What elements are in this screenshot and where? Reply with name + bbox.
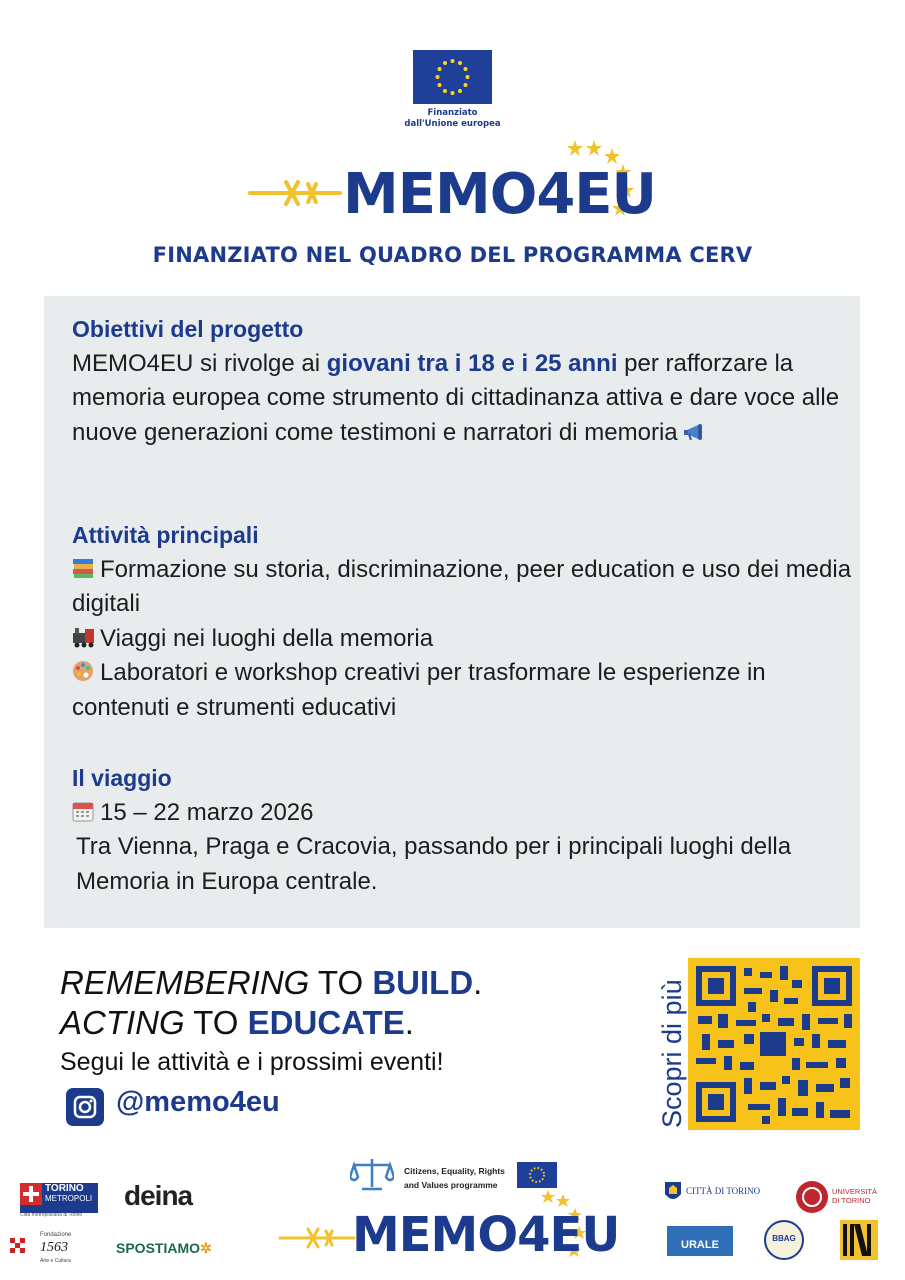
torino-metropoli-sub: Città metropolitana di Torino <box>20 1212 83 1218</box>
torino-metropoli-logo <box>20 1183 98 1213</box>
cerv-programme-label <box>404 1164 505 1192</box>
spostiamoci-text: SPOSTIAMO <box>116 1240 201 1256</box>
objectives-text-start: MEMO4EU si rivolge ai <box>72 349 327 377</box>
activity-text: Laboratori e workshop creativi per trasformare le esperienze in contenuti e strumenti educativi <box>72 659 766 721</box>
slogan <box>60 963 482 1043</box>
partner-ini-logo <box>840 1220 878 1260</box>
activity-item <box>72 656 852 725</box>
activity-item <box>72 553 852 622</box>
eu-caption-line1: Finanziato <box>427 108 478 118</box>
trip-heading: Il viaggio <box>72 765 172 791</box>
eu-flag-icon <box>413 50 492 104</box>
unito-line1: UNIVERSITÀ <box>832 1187 878 1196</box>
eu-funding-caption <box>380 108 525 130</box>
bbag-text: BBAG <box>772 1234 796 1243</box>
activity-text: Formazione su storia, discriminazione, peer education e uso dei media digitali <box>72 555 852 617</box>
citta-torino-label: CITTÀ DI TORINO <box>686 1186 761 1196</box>
trip-description: Tra Vienna, Praga e Cracovia, passando per i principali luoghi della Memoria in Europa centrale. <box>76 833 792 895</box>
train-icon <box>72 624 94 644</box>
follow-text: Segui le attività e i prossimi eventi! <box>60 1048 444 1076</box>
fondazione-mark-icon <box>10 1238 26 1254</box>
torino-metropoli-line1: TORINO <box>45 1183 84 1194</box>
memo4eu-logo-text: MEMO4EU <box>343 162 657 227</box>
unito-seal-icon <box>796 1181 828 1213</box>
slogan-line1 <box>60 963 482 1003</box>
palette-icon <box>72 658 94 678</box>
torino-cross-icon <box>20 1183 42 1205</box>
deina-logo: deina <box>124 1180 193 1211</box>
activities-section <box>72 518 852 725</box>
instagram-icon[interactable] <box>66 1088 104 1126</box>
activities-heading: Attività principali <box>72 522 259 548</box>
trip-section <box>72 761 852 899</box>
books-icon <box>72 555 94 575</box>
slogan-acting: ACTING <box>60 1004 185 1041</box>
urale-text: URALE <box>681 1239 719 1251</box>
activity-text: Viaggi nei luoghi della memoria <box>100 624 434 652</box>
project-info-panel <box>44 296 860 928</box>
trip-dates <box>72 796 852 831</box>
qr-caption <box>651 958 691 1130</box>
slogan-build: BUILD <box>372 964 474 1001</box>
fondazione-year: 1563 <box>40 1240 68 1255</box>
slogan-dot-1: . <box>473 964 483 1001</box>
slogan-remembering: REMEMBERING <box>60 964 310 1001</box>
cerv-line2: and Values programme <box>404 1180 498 1190</box>
spostiamoci-logo: SPOSTIAMO✲ <box>116 1240 212 1256</box>
trip-dates-text: 15 – 22 marzo 2026 <box>100 798 314 826</box>
citta-torino-crest-icon <box>664 1180 682 1204</box>
memo4eu-footer-logo-text: MEMO4EU <box>352 1207 620 1263</box>
slogan-educate: EDUCATE <box>247 1004 405 1041</box>
activity-item <box>72 622 852 657</box>
objectives-highlight: giovani tra i 18 e i 25 anni <box>326 349 618 377</box>
scales-icon <box>350 1157 394 1193</box>
eu-flag-small-icon <box>517 1162 557 1188</box>
cerv-line1: Citizens, Equality, Rights <box>404 1166 505 1176</box>
fondazione-sub: Arte e Cultura <box>40 1258 71 1264</box>
unito-label <box>832 1187 877 1205</box>
bbag-logo <box>764 1220 804 1260</box>
fondazione-label: Fondazione <box>40 1232 72 1238</box>
unito-line2: DI TORINO <box>832 1196 871 1205</box>
slogan-dot-2: . <box>404 1004 414 1041</box>
urale-logo <box>667 1226 733 1256</box>
instagram-handle-link[interactable]: @memo4eu <box>116 1086 280 1118</box>
objectives-heading: Obiettivi del progetto <box>72 316 304 342</box>
objectives-section <box>72 312 852 450</box>
page-subtitle: FINANZIATO NEL QUADRO DEL PROGRAMMA CERV <box>152 243 753 267</box>
slogan-to-2: TO <box>184 1004 248 1041</box>
slogan-line2 <box>60 1003 482 1043</box>
eu-caption-line2: dall'Unione europea <box>404 119 501 129</box>
slogan-to-1: TO <box>309 964 373 1001</box>
calendar-icon <box>72 798 94 818</box>
objectives-text <box>72 347 852 451</box>
qr-caption-text: Scopri di più <box>657 979 687 1128</box>
qr-code[interactable] <box>688 958 860 1130</box>
megaphone-icon <box>684 418 706 438</box>
objectives-text-end: per rafforzare la memoria europea come strumento di cittadinanza attiva e dare voce alle nuove generazioni come testimoni e narratori di memoria <box>72 349 840 446</box>
torino-metropoli-line2: METROPOLI <box>45 1194 93 1203</box>
